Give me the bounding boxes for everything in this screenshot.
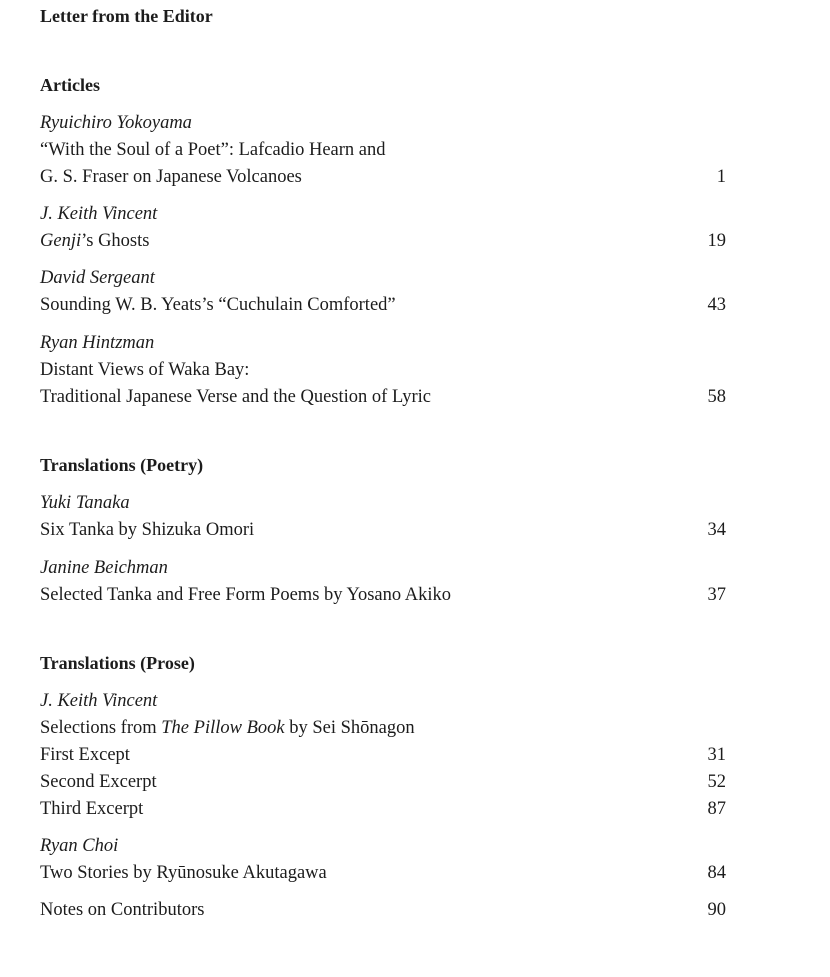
page-number: 58 [707, 387, 726, 407]
toc-entry[interactable] [40, 110, 726, 191]
entry-title-italic: Genji [40, 231, 82, 251]
entry-title-text: Six Tanka by Shizuka Omori [40, 520, 255, 540]
toc-entry[interactable] [40, 265, 726, 319]
translations-prose-heading: Translations (Prose) [40, 653, 195, 673]
page-number: 37 [707, 585, 726, 605]
entry-title [40, 517, 726, 544]
entry-author: Ryuichiro Yokoyama [40, 113, 192, 133]
excerpt-row[interactable] [40, 742, 726, 769]
translations-poetry-heading: Translations (Poetry) [40, 455, 204, 475]
entry-title-post: by Sei Shōnagon [284, 718, 415, 738]
letter-heading[interactable]: Letter from the Editor [40, 6, 213, 26]
page-number: 19 [707, 231, 726, 251]
toc-entry[interactable] [40, 897, 726, 924]
excerpt-label: Third Excerpt [40, 799, 144, 819]
page-number: 34 [707, 520, 726, 540]
entry-author: Ryan Choi [40, 836, 119, 856]
entry-author: J. Keith Vincent [40, 204, 158, 224]
toc-entry[interactable] [40, 555, 726, 609]
entry-author: Ryan Hintzman [40, 333, 155, 353]
entry-title [40, 384, 726, 411]
entry-title [40, 228, 726, 255]
excerpt-label: Second Excerpt [40, 772, 157, 792]
entry-title [40, 715, 726, 742]
page-number: 1 [716, 167, 726, 187]
toc-entry[interactable] [40, 833, 726, 887]
entry-title-cont: Traditional Japanese Verse and the Question of Lyric [40, 387, 431, 407]
page-number: 84 [707, 863, 726, 883]
entry-title-cont: G. S. Fraser on Japanese Volcanoes [40, 167, 302, 187]
entry-title [40, 860, 726, 887]
entry-title [40, 164, 726, 191]
entry-author: Yuki Tanaka [40, 493, 130, 513]
entry-title: Distant Views of Waka Bay: [40, 360, 250, 380]
toc-entry[interactable] [40, 201, 726, 255]
entry-title-text: Selected Tanka and Free Form Poems by Yosano Akiko [40, 585, 451, 605]
page-number: 87 [707, 799, 726, 819]
excerpt-row[interactable] [40, 769, 726, 796]
entry-author: J. Keith Vincent [40, 691, 158, 711]
entry-title-text: Two Stories by Ryūnosuke Akutagawa [40, 863, 327, 883]
page-number: 52 [707, 772, 726, 792]
toc-entry[interactable] [40, 688, 726, 823]
entry-title-text: Sounding W. B. Yeats’s “Cuchulain Comforted” [40, 295, 396, 315]
page-number: 31 [707, 745, 726, 765]
entry-title: “With the Soul of a Poet”: Lafcadio Hearn and [40, 140, 386, 160]
page-number: 43 [707, 295, 726, 315]
entry-title-italic: The Pillow Book [161, 718, 285, 738]
entry-title [40, 897, 726, 924]
toc-entry[interactable] [40, 330, 726, 411]
entry-author: Janine Beichman [40, 558, 168, 578]
articles-heading: Articles [40, 75, 100, 95]
entry-author: David Sergeant [40, 268, 155, 288]
excerpt-label: First Except [40, 745, 130, 765]
notes-label: Notes on Contributors [40, 900, 205, 920]
entry-title [40, 292, 726, 319]
entry-title-rest: ’s Ghosts [81, 231, 150, 251]
page-number: 90 [707, 900, 726, 920]
entry-title [40, 582, 726, 609]
excerpt-row[interactable] [40, 796, 726, 823]
toc-entry[interactable] [40, 490, 726, 544]
entry-title-pre: Selections from [40, 718, 162, 738]
